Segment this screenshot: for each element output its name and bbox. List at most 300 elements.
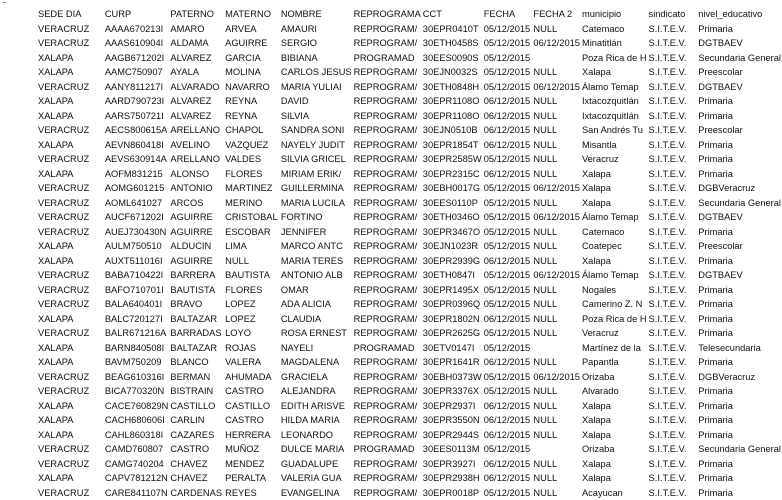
cell-paterno: ARCOS	[169, 196, 224, 211]
cell-fecha-2: NULL	[532, 413, 581, 428]
cell-sindicato: S.I.T.E.V.	[648, 167, 698, 182]
cell-municipio: Catemaco	[581, 225, 648, 240]
cell-paterno: CASTILLO	[169, 399, 224, 414]
cell-sede-dia: VERACRUZ	[37, 196, 104, 211]
cell-nivel-educativo: Primaria	[697, 297, 782, 312]
cell-sindicato: S.I.T.E.V.	[648, 384, 698, 399]
table-row	[37, 370, 782, 385]
table-row	[37, 239, 782, 254]
cell-reprograma: REPROGRAM/	[353, 239, 422, 254]
cell-nombre: ALEJANDRA	[280, 384, 353, 399]
cell-fecha-2: NULL	[532, 471, 581, 486]
cell-sindicato: S.I.T.E.V.	[648, 471, 698, 486]
cell-paterno: CHAVEZ	[169, 471, 224, 486]
cell-municipio: Alvarado	[581, 384, 648, 399]
cell-reprograma: REPROGRAM/	[353, 486, 422, 500]
table-row	[37, 36, 782, 51]
cell-sede-dia: XALAPA	[37, 65, 104, 80]
cell-nivel-educativo: Primaria	[697, 109, 782, 124]
cell-municipio: Xalapa	[581, 428, 648, 443]
cell-sede-dia: VERACRUZ	[37, 384, 104, 399]
cell-municipio: Álamo Temap	[581, 210, 648, 225]
cell-nombre: MAGDALENA	[280, 355, 353, 370]
table-row	[37, 355, 782, 370]
cell-curp: CAHL860318I	[104, 428, 170, 443]
cell-sede-dia: XALAPA	[37, 428, 104, 443]
cell-curp: CARE841107N	[104, 486, 170, 500]
cell-materno: ESCOBAR	[224, 225, 280, 240]
table-row	[37, 254, 782, 269]
cell-fecha: 05/12/2015	[483, 196, 533, 211]
cell-fecha-2: 06/12/2015	[532, 210, 581, 225]
cell-materno: REYES	[224, 486, 280, 500]
cell-sede-dia: VERACRUZ	[37, 442, 104, 457]
cell-fecha-2: NULL	[532, 123, 581, 138]
header-cct: CCT	[422, 7, 483, 22]
cell-fecha: 06/12/2015	[483, 457, 533, 472]
cell-sindicato: S.I.T.E.V.	[648, 428, 698, 443]
cell-nivel-educativo: Primaria	[697, 486, 782, 500]
cell-sindicato: S.I.T.E.V.	[648, 326, 698, 341]
cell-municipio: Nogales	[581, 283, 648, 298]
cell-paterno: BLANCO	[169, 355, 224, 370]
cell-fecha-2	[532, 442, 581, 457]
cell-reprograma: PROGRAMAD	[353, 341, 422, 356]
cell-paterno: ALVAREZ	[169, 94, 224, 109]
header-fecha-2: FECHA 2	[532, 7, 581, 22]
cell-materno: REYNA	[224, 94, 280, 109]
cell-municipio: San Andrés Tu	[581, 123, 648, 138]
cell-sede-dia: VERACRUZ	[37, 486, 104, 500]
cell-municipio: Xalapa	[581, 196, 648, 211]
cell-nombre: SILVIA	[280, 109, 353, 124]
cell-municipio: Orizaba	[581, 370, 648, 385]
cell-sindicato: S.I.T.E.V.	[648, 486, 698, 500]
cell-curp: AAGB671202I	[104, 51, 170, 66]
cell-cct: 30EPR3376X	[422, 384, 483, 399]
cell-nivel-educativo: Primaria	[697, 225, 782, 240]
cell-municipio: Misantla	[581, 138, 648, 153]
cell-fecha-2: 06/12/2015	[532, 36, 581, 51]
cell-sede-dia: VERACRUZ	[37, 283, 104, 298]
cell-paterno: ARELLANO	[169, 123, 224, 138]
cell-sindicato: S.I.T.E.V.	[648, 109, 698, 124]
cell-cct: 30EPR2315C	[422, 167, 483, 182]
cell-reprograma: REPROGRAM/	[353, 384, 422, 399]
cell-materno: LOPEZ	[224, 312, 280, 327]
cell-paterno: ALVARADO	[169, 80, 224, 95]
cell-paterno: ANTONIO	[169, 181, 224, 196]
cell-cct: 30EPR2939G	[422, 254, 483, 269]
cell-materno: NULL	[224, 254, 280, 269]
cell-nivel-educativo: Primaria	[697, 312, 782, 327]
cell-fecha-2: NULL	[532, 428, 581, 443]
cell-cct: 30ETH0458S	[422, 36, 483, 51]
cell-reprograma: REPROGRAM/	[353, 428, 422, 443]
table-row	[37, 442, 782, 457]
cell-paterno: CARDENAS	[169, 486, 224, 500]
cell-cct: 30EPR2585W	[422, 152, 483, 167]
cell-sindicato: S.I.T.E.V.	[648, 94, 698, 109]
cell-nivel-educativo: Preescolar	[697, 239, 782, 254]
table-row	[37, 123, 782, 138]
cell-paterno: BARRADAS	[169, 326, 224, 341]
cell-materno: VALERA	[224, 355, 280, 370]
cell-nombre: OMAR	[280, 283, 353, 298]
cell-fecha-2: NULL	[532, 167, 581, 182]
cell-materno: AHUMADA	[224, 370, 280, 385]
cell-reprograma: REPROGRAM/	[353, 167, 422, 182]
cell-sede-dia: VERACRUZ	[37, 152, 104, 167]
cell-sindicato: S.I.T.E.V.	[648, 442, 698, 457]
cell-reprograma: REPROGRAM/	[353, 254, 422, 269]
table-row	[37, 210, 782, 225]
table-row	[37, 297, 782, 312]
cell-materno: MERINO	[224, 196, 280, 211]
cell-materno: MENDEZ	[224, 457, 280, 472]
table-row	[37, 80, 782, 95]
cell-nivel-educativo: DGTBAEV	[697, 80, 782, 95]
cell-paterno: AYALA	[169, 65, 224, 80]
cell-reprograma: REPROGRAM/	[353, 196, 422, 211]
cell-fecha-2: NULL	[532, 486, 581, 500]
cell-nivel-educativo: Primaria	[697, 326, 782, 341]
table-row	[37, 51, 782, 66]
cell-municipio: Catemaco	[581, 22, 648, 37]
cell-nombre: ANTONIO ALB	[280, 268, 353, 283]
cell-reprograma: REPROGRAM/	[353, 268, 422, 283]
header-municipio: municipio	[581, 7, 648, 22]
cell-reprograma: REPROGRAM/	[353, 22, 422, 37]
cell-materno: VALDES	[224, 152, 280, 167]
cell-sede-dia: VERACRUZ	[37, 36, 104, 51]
cell-materno: MOLINA	[224, 65, 280, 80]
cell-materno: CRISTOBAL	[224, 210, 280, 225]
cell-fecha-2	[532, 51, 581, 66]
table-row	[37, 225, 782, 240]
cell-reprograma: REPROGRAM/	[353, 312, 422, 327]
cell-cct: 30EPR2625G	[422, 326, 483, 341]
cell-materno: AGUIRRE	[224, 36, 280, 51]
cell-sindicato: S.I.T.E.V.	[648, 225, 698, 240]
cell-fecha: 06/12/2015	[483, 254, 533, 269]
cell-nombre: LEONARDO	[280, 428, 353, 443]
cell-fecha-2: NULL	[532, 384, 581, 399]
cell-nombre: AMAURI	[280, 22, 353, 37]
cell-materno: CASTRO	[224, 384, 280, 399]
cell-nombre: VALERIA GUA	[280, 471, 353, 486]
cell-fecha-2: 06/12/2015	[532, 268, 581, 283]
cell-paterno: CASTRO	[169, 442, 224, 457]
cell-fecha-2: NULL	[532, 22, 581, 37]
cell-paterno: CARLIN	[169, 413, 224, 428]
cell-fecha-2	[532, 341, 581, 356]
cell-nombre: FORTINO	[280, 210, 353, 225]
cell-paterno: AVELINO	[169, 138, 224, 153]
cell-cct: 30EES0113M	[422, 442, 483, 457]
cell-fecha-2: NULL	[532, 65, 581, 80]
cell-fecha: 05/12/2015	[483, 152, 533, 167]
cell-municipio: Xalapa	[581, 399, 648, 414]
cell-fecha-2: NULL	[532, 196, 581, 211]
cell-nivel-educativo: Primaria	[697, 167, 782, 182]
cell-fecha-2: NULL	[532, 326, 581, 341]
cell-nivel-educativo: Telesecundaria	[697, 341, 782, 356]
cell-nombre: EDITH ARISVE	[280, 399, 353, 414]
cell-fecha: 05/12/2015	[483, 210, 533, 225]
cell-nivel-educativo: Primaria	[697, 152, 782, 167]
cell-curp: AAAA670213I	[104, 22, 170, 37]
cell-nivel-educativo: DGBVeracruz	[697, 370, 782, 385]
cell-reprograma: REPROGRAM/	[353, 283, 422, 298]
cell-nombre: NAYELI	[280, 341, 353, 356]
cell-sede-dia: VERACRUZ	[37, 123, 104, 138]
table-row	[37, 94, 782, 109]
cell-curp: AARS750721I	[104, 109, 170, 124]
cell-cct: 30EES0110P	[422, 196, 483, 211]
cell-nombre: ROSA ERNEST	[280, 326, 353, 341]
cell-nombre: MIRIAM ERIK/	[280, 167, 353, 182]
cell-sindicato: S.I.T.E.V.	[648, 138, 698, 153]
cell-cct: 30ETH0847I	[422, 268, 483, 283]
cell-fecha: 05/12/2015	[483, 51, 533, 66]
table-row	[37, 283, 782, 298]
cell-cct: 30EPR0396Q	[422, 297, 483, 312]
cell-curp: AUXT511016I	[104, 254, 170, 269]
cell-municipio: Xalapa	[581, 457, 648, 472]
header-paterno: PATERNO	[169, 7, 224, 22]
cell-nombre: MARIA TERES	[280, 254, 353, 269]
cell-fecha: 06/12/2015	[483, 399, 533, 414]
cell-sindicato: S.I.T.E.V.	[648, 196, 698, 211]
cell-paterno: BISTRAIN	[169, 384, 224, 399]
cell-curp: CACE760829N	[104, 399, 170, 414]
cell-fecha: 06/12/2015	[483, 471, 533, 486]
cell-curp: BALA640401I	[104, 297, 170, 312]
cell-paterno: ARELLANO	[169, 152, 224, 167]
header-nivel-educativo: nivel_educativo	[697, 7, 782, 22]
cell-sede-dia: VERACRUZ	[37, 326, 104, 341]
cell-nombre: JENNIFER	[280, 225, 353, 240]
cell-sindicato: S.I.T.E.V.	[648, 413, 698, 428]
cell-nombre: CARLOS JESUS	[280, 65, 353, 80]
cell-sindicato: S.I.T.E.V.	[648, 36, 698, 51]
table-row	[37, 152, 782, 167]
cell-fecha-2: NULL	[532, 94, 581, 109]
cell-nombre: SILVIA GRICEL	[280, 152, 353, 167]
header-row	[37, 7, 782, 22]
table-row	[37, 399, 782, 414]
cell-sindicato: S.I.T.E.V.	[648, 355, 698, 370]
cell-nivel-educativo: Primaria	[697, 399, 782, 414]
cell-fecha: 05/12/2015	[483, 36, 533, 51]
cell-sindicato: S.I.T.E.V.	[648, 22, 698, 37]
cell-reprograma: REPROGRAM/	[353, 210, 422, 225]
cell-reprograma: REPROGRAM/	[353, 225, 422, 240]
cell-curp: AEVS630914A	[104, 152, 170, 167]
cell-nombre: NAYELY JUDIT	[280, 138, 353, 153]
cell-nombre: MARIA YULIAI	[280, 80, 353, 95]
cell-fecha: 05/12/2015	[483, 370, 533, 385]
cell-nivel-educativo: Primaria	[697, 94, 782, 109]
cell-sede-dia: XALAPA	[37, 399, 104, 414]
table-row	[37, 181, 782, 196]
cell-paterno: ALDUCIN	[169, 239, 224, 254]
cell-reprograma: REPROGRAM/	[353, 80, 422, 95]
table-row	[37, 428, 782, 443]
cell-fecha-2: 06/12/2015	[532, 370, 581, 385]
cell-fecha: 05/12/2015	[483, 65, 533, 80]
cell-municipio: Ixtacozquitlán	[581, 109, 648, 124]
cell-fecha: 06/12/2015	[483, 138, 533, 153]
cell-fecha: 06/12/2015	[483, 312, 533, 327]
cell-sindicato: S.I.T.E.V.	[648, 341, 698, 356]
cell-curp: AAMC750907	[104, 65, 170, 80]
cell-paterno: CHAVEZ	[169, 457, 224, 472]
cell-reprograma: REPROGRAM/	[353, 36, 422, 51]
cell-curp: BAVM750209	[104, 355, 170, 370]
cell-materno: LOPEZ	[224, 297, 280, 312]
cell-fecha-2: NULL	[532, 254, 581, 269]
table-row	[37, 457, 782, 472]
cell-reprograma: REPROGRAM/	[353, 94, 422, 109]
cell-municipio: Xalapa	[581, 181, 648, 196]
cell-nombre: MARCO ANTC	[280, 239, 353, 254]
cell-materno: CASTILLO	[224, 399, 280, 414]
table-row	[37, 471, 782, 486]
cell-sindicato: S.I.T.E.V.	[648, 152, 698, 167]
cell-materno: ROJAS	[224, 341, 280, 356]
header-curp: CURP	[104, 7, 170, 22]
cell-curp: CAPV781212N	[104, 471, 170, 486]
cell-sede-dia: VERACRUZ	[37, 210, 104, 225]
cell-curp: AAAS610904I	[104, 36, 170, 51]
cell-cct: 30EES0090S	[422, 51, 483, 66]
cell-fecha: 05/12/2015	[483, 181, 533, 196]
cell-fecha: 06/12/2015	[483, 109, 533, 124]
cell-sindicato: S.I.T.E.V.	[648, 80, 698, 95]
cell-curp: AOML641027	[104, 196, 170, 211]
cell-sede-dia: VERACRUZ	[37, 457, 104, 472]
cell-curp: BEAG610316I	[104, 370, 170, 385]
cell-cct: 30EPR2938H	[422, 471, 483, 486]
cell-nombre: MARIA LUCILA	[280, 196, 353, 211]
cell-reprograma: REPROGRAM/	[353, 65, 422, 80]
cell-municipio: Camerino Z. N	[581, 297, 648, 312]
cell-municipio: Xalapa	[581, 167, 648, 182]
cell-municipio: Álamo Temap	[581, 80, 648, 95]
cell-municipio: Álamo Temap	[581, 268, 648, 283]
cell-curp: CAMD760807	[104, 442, 170, 457]
table-row	[37, 413, 782, 428]
cell-sindicato: S.I.T.E.V.	[648, 210, 698, 225]
header-sede-dia: SEDE DIA	[37, 7, 104, 22]
cell-fecha-2: NULL	[532, 152, 581, 167]
cell-nombre: GUADALUPE	[280, 457, 353, 472]
cell-curp: AOMG601215	[104, 181, 170, 196]
cell-reprograma: REPROGRAM/	[353, 123, 422, 138]
cell-sede-dia: XALAPA	[37, 94, 104, 109]
cell-sindicato: S.I.T.E.V.	[648, 297, 698, 312]
cell-sindicato: S.I.T.E.V.	[648, 51, 698, 66]
cell-sede-dia: XALAPA	[37, 109, 104, 124]
cell-reprograma: REPROGRAM/	[353, 370, 422, 385]
cell-fecha: 05/12/2015	[483, 326, 533, 341]
cell-cct: 30EPR1641R	[422, 355, 483, 370]
cell-reprograma: REPROGRAM/	[353, 457, 422, 472]
cell-paterno: BALTAZAR	[169, 341, 224, 356]
cell-nivel-educativo: DGBVeracruz	[697, 181, 782, 196]
cell-materno: LOYO	[224, 326, 280, 341]
cell-cct: 30EPR1108O	[422, 109, 483, 124]
cell-nombre: EVANGELINA	[280, 486, 353, 500]
cell-nivel-educativo: Secundaria General	[697, 51, 782, 66]
cell-reprograma: PROGRAMAD	[353, 51, 422, 66]
cell-reprograma: REPROGRAM/	[353, 355, 422, 370]
cell-materno: MUÑOZ	[224, 442, 280, 457]
cell-fecha-2: 06/12/2015	[532, 80, 581, 95]
cell-nombre: GUILLERMINA	[280, 181, 353, 196]
cell-municipio: Veracruz	[581, 326, 648, 341]
cell-paterno: ALONSO	[169, 167, 224, 182]
cell-materno: MARTINEZ	[224, 181, 280, 196]
cell-sede-dia: VERACRUZ	[37, 225, 104, 240]
corner-mark	[3, 2, 6, 6]
cell-nivel-educativo: Primaria	[697, 138, 782, 153]
cell-sindicato: S.I.T.E.V.	[648, 123, 698, 138]
table-row	[37, 65, 782, 80]
cell-cct: 30EPR1854T	[422, 138, 483, 153]
cell-curp: AOFM831215	[104, 167, 170, 182]
cell-curp: BICA770320N	[104, 384, 170, 399]
cell-nombre: GRACIELA	[280, 370, 353, 385]
cell-materno: HERRERA	[224, 428, 280, 443]
cell-municipio: Poza Rica de H	[581, 312, 648, 327]
cell-sede-dia: VERACRUZ	[37, 297, 104, 312]
cell-sede-dia: VERACRUZ	[37, 80, 104, 95]
cell-sede-dia: VERACRUZ	[37, 22, 104, 37]
cell-municipio: Coatepec	[581, 239, 648, 254]
cell-sindicato: S.I.T.E.V.	[648, 254, 698, 269]
cell-materno: NAVARRO	[224, 80, 280, 95]
cell-reprograma: REPROGRAM/	[353, 152, 422, 167]
cell-paterno: AGUIRRE	[169, 254, 224, 269]
cell-fecha: 06/12/2015	[483, 167, 533, 182]
cell-materno: CHAPOL	[224, 123, 280, 138]
cell-reprograma: REPROGRAM/	[353, 181, 422, 196]
cell-municipio: Xalapa	[581, 65, 648, 80]
cell-sindicato: S.I.T.E.V.	[648, 370, 698, 385]
cell-fecha-2: NULL	[532, 283, 581, 298]
cell-curp: AEVN860418I	[104, 138, 170, 153]
cell-sindicato: S.I.T.E.V.	[648, 181, 698, 196]
cell-nombre: CLAUDIA	[280, 312, 353, 327]
cell-cct: 30EJN0032S	[422, 65, 483, 80]
cell-fecha: 05/12/2015	[483, 80, 533, 95]
cell-nombre: SERGIO	[280, 36, 353, 51]
table-row	[37, 384, 782, 399]
cell-sede-dia: XALAPA	[37, 355, 104, 370]
cell-materno: VAZQUEZ	[224, 138, 280, 153]
cell-paterno: BERMAN	[169, 370, 224, 385]
cell-sindicato: S.I.T.E.V.	[648, 239, 698, 254]
cell-curp: BARN840508I	[104, 341, 170, 356]
cell-cct: 30ETH0848H	[422, 80, 483, 95]
cell-nivel-educativo: Primaria	[697, 384, 782, 399]
cell-nombre: HILDA MARIA	[280, 413, 353, 428]
cell-cct: 30EPR3467O	[422, 225, 483, 240]
cell-cct: 30EPR2944S	[422, 428, 483, 443]
